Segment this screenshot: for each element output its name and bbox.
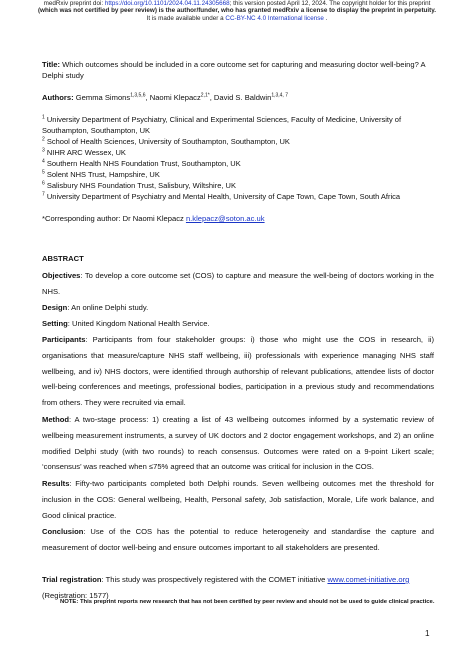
- affiliation-item: $^4$ Southern Health NHS Foundation Trust, Southampton, UK: [42, 158, 241, 168]
- affiliation-list: [42, 114, 434, 202]
- affiliation-item: $^3$ NIHR ARC Wessex, UK: [42, 147, 126, 157]
- license-link[interactable]: CC-BY-NC 4.0 International license: [225, 14, 324, 22]
- affiliation-item: $^2$ School of Health Sciences, University of Southampton, Southampton, UK: [42, 136, 290, 146]
- doi-link[interactable]: https://doi.org/10.1101/2024.04.11.24305668: [104, 0, 230, 7]
- comet-link[interactable]: www.comet-initiative.org: [327, 575, 410, 584]
- header-line-2: (which was not certified by peer review) is the author/funder, who has granted medRxiv a license to display the preprint in perpetuity.: [37, 7, 437, 15]
- preprint-header: [0, 0, 474, 22]
- preprint-note: NOTE: This preprint reports new research that has not been certified by peer review and should not be used to guide clinical practice.: [60, 599, 435, 605]
- affiliation-item: $^7$ University Department of Psychiatry and Mental Health, University of Cape Town, Cape Town, South Africa: [42, 191, 401, 201]
- trial-registration: Trial registration: This study was prospectively registered with the COMET initiative www.comet-initiative.org (Registration: 1577): [42, 575, 410, 600]
- affiliation-item: $^1$ University Department of Psychiatry, Clinical and Experimental Sciences, Faculty of Medicine, University of Southampton, Southampton, UK: [42, 114, 402, 135]
- abstract-objectives: Objectives: To develop a core outcome set (COS) to capture and measure the well-being of doctors working in the NHS.: [42, 271, 434, 296]
- affiliation-item: $^5$ Solent NHS Trust, Hampshire, UK: [42, 169, 160, 179]
- abstract-method: Method: A two-stage process: 1) creating a list of 43 wellbeing outcomes informed by a systematic review of wellbeing measurement instruments, a survey of UK doctors and 2 doctor engagement workshops, and 2) an online modified Delphi study (with two rounds) to reach consensus. Outcomes were rated on a 9-point Likert scale; ‘consensus’ was reached when ≤75% agreed that an outcome was critical for inclusion in the COS.: [42, 415, 434, 472]
- abstract-results: Results: Fifty-two participants completed both Delphi rounds. Seven wellbeing outcomes met the threshold for inclusion in the COS: General wellbeing, Health, Personal safety, Job satisfaction, Morale, Life work balance, and Good clinical practice.: [42, 479, 434, 520]
- paper-title: Title: Which outcomes should be included in a core outcome set for capturing and measuring doctor well-being? A Delphi study: [42, 60, 426, 80]
- header-line-3: It is made available under a CC-BY-NC 4.0 International license .: [146, 14, 328, 22]
- front-matter: [42, 59, 434, 224]
- affiliation-item: $^6$ Salisbury NHS Foundation Trust, Salisbury, Wiltshire, UK: [42, 180, 236, 190]
- page-number: 1: [425, 629, 430, 638]
- abstract-design: Design: An online Delphi study.: [42, 303, 149, 312]
- abstract-heading: ABSTRACT: [42, 254, 84, 263]
- abstract-conclusion: Conclusion: Use of the COS has the potential to reduce heterogeneity and standardise the capture and measurement of doctor well-being and ensure outcomes important to all stakeholders are presented.: [42, 527, 434, 552]
- email-link[interactable]: n.klepacz@soton.ac.uk: [185, 214, 265, 223]
- corresponding-author: *Corresponding author: Dr Naomi Klepacz n.klepacz@soton.ac.uk: [42, 214, 265, 223]
- abstract-participants: Participants: Participants from four stakeholder groups: i) those who might use the COS in research, ii) organisations that measure/capture NHS staff wellbeing, iii) professionals with experience managing NHS staff wellbeing, and iv) NHS doctors, were identified through authorship of relevant publications, attendee lists of doctor well-being conferences and meetings, professional bodies, participation in a previous study and recommendations from others. They were recruited via email.: [42, 335, 434, 408]
- header-line-1: medRxiv preprint doi: https://doi.org/10.1101/2024.04.11.24305668; this version posted April 12, 2024. The copyright holder for this preprint: [43, 0, 431, 7]
- author-list: Authors: Gemma Simons$^{1,3,5,6}$, Naomi Klepacz$^{2,1*}$, David S. Baldwin$^{1,3,4, 7}$: [42, 92, 288, 102]
- abstract-setting: Setting: United Kingdom National Health Service.: [42, 319, 210, 328]
